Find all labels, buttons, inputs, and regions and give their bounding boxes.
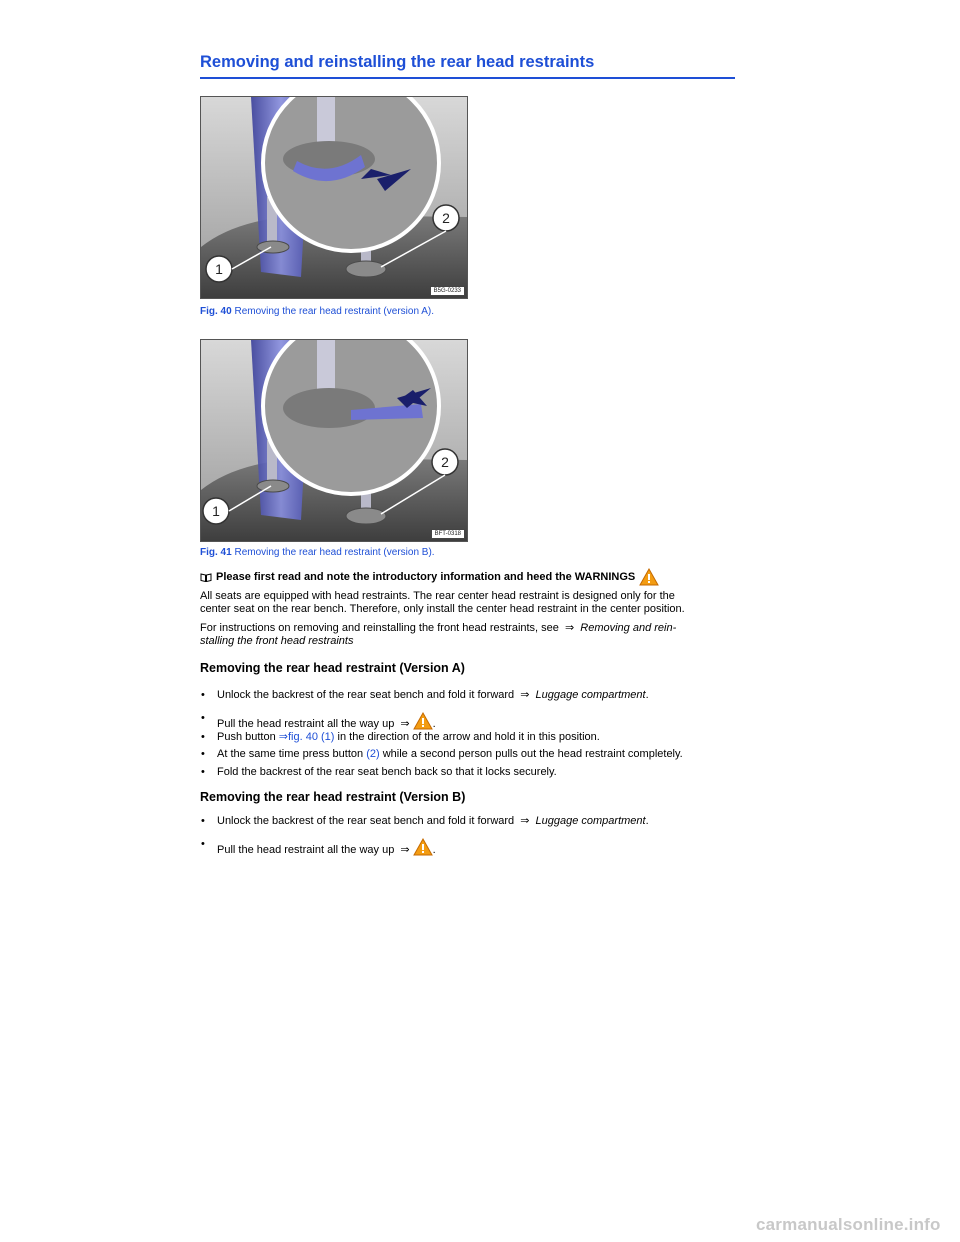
warning-icon[interactable] bbox=[413, 838, 433, 856]
bullet-text: Unlock the backrest of the rear seat bench and fold it forward bbox=[217, 689, 515, 701]
bullet-suffix: . bbox=[645, 815, 649, 827]
warning-icon[interactable] bbox=[639, 568, 659, 586]
paragraph-front-restraints bbox=[200, 622, 740, 648]
figure-41-caption bbox=[200, 547, 435, 558]
caption-label: Fig. 40 bbox=[200, 306, 232, 317]
intro-text: Please first read and note the introductory information and heed the WARNINGS bbox=[216, 570, 636, 583]
intro-line bbox=[200, 568, 740, 586]
bullet-suffix: while a second person pulls out the head restraint completely. bbox=[382, 748, 683, 760]
bullet-marker: • bbox=[201, 815, 205, 827]
bullet-marker: • bbox=[201, 712, 205, 724]
arrow-icon: ⇒ bbox=[520, 689, 530, 701]
callout-1: 1 bbox=[212, 503, 220, 519]
figure-40-image bbox=[200, 96, 468, 299]
bullet-suffix: . bbox=[645, 689, 649, 701]
figure-code: BFT-0318 bbox=[431, 529, 465, 539]
cross-reference-link[interactable]: Luggage compartment bbox=[535, 815, 646, 827]
bullet-text: Unlock the backrest of the rear seat bench and fold it forward bbox=[217, 815, 515, 827]
callout-1: 1 bbox=[215, 261, 223, 277]
bullet-text: Push button bbox=[217, 731, 276, 743]
bullet-marker: • bbox=[201, 766, 205, 778]
figure-reference-link[interactable]: fig. 40 (1) bbox=[288, 731, 335, 743]
callout-2: 2 bbox=[441, 454, 449, 470]
arrow-icon: ⇒ bbox=[278, 731, 288, 743]
bullet-marker: • bbox=[201, 748, 205, 760]
arrow-icon: ⇒ bbox=[520, 815, 530, 827]
bullet-text: Pull the head restraint all the way up bbox=[217, 718, 395, 730]
figure-41-image bbox=[200, 339, 468, 542]
bullet-suffix: . bbox=[432, 718, 436, 730]
bullet-text: At the same time press button bbox=[217, 748, 364, 760]
cross-reference-link-continued[interactable]: stalling the front head restraints bbox=[200, 635, 354, 647]
bullet-suffix: in the direction of the arrow and hold it in this position. bbox=[337, 731, 600, 743]
cross-reference-link[interactable]: Luggage compartment bbox=[535, 689, 646, 701]
caption-text: Removing the rear head restraint (version A). bbox=[234, 306, 435, 317]
page-title: Removing and reinstalling the rear head restraints bbox=[200, 53, 735, 79]
warning-icon[interactable] bbox=[413, 712, 433, 730]
section-heading-version-b: Removing the rear head restraint (Version B) bbox=[200, 790, 466, 804]
cross-reference-link[interactable]: Removing and rein- bbox=[580, 622, 677, 634]
paragraph-line: All seats are equipped with head restraints. The rear center head restraint is designed only for the bbox=[200, 590, 675, 602]
figure-40-caption bbox=[200, 306, 434, 317]
callout-reference-link[interactable]: (2) bbox=[366, 748, 380, 760]
arrow-icon: ⇒ bbox=[400, 718, 410, 730]
arrow-icon: ⇒ bbox=[400, 844, 410, 856]
bullet-suffix: . bbox=[432, 844, 436, 856]
figure-code: B5G-0233 bbox=[430, 286, 465, 296]
bullet-text: Fold the backrest of the rear seat bench back so that it locks securely. bbox=[217, 766, 557, 778]
bullet-text: Pull the head restraint all the way up bbox=[217, 844, 395, 856]
caption-label: Fig. 41 bbox=[200, 547, 232, 558]
paragraph-prefix: For instructions on removing and reinstalling the front head restraints, see bbox=[200, 622, 559, 634]
watermark: carmanualsonline.info bbox=[756, 1215, 941, 1234]
paragraph-seats bbox=[200, 590, 740, 616]
book-icon bbox=[200, 573, 212, 582]
section-heading-version-a: Removing the rear head restraint (Version A) bbox=[200, 661, 465, 675]
arrow-icon: ⇒ bbox=[564, 622, 575, 634]
bullet-marker: • bbox=[201, 689, 205, 701]
bullet-marker: • bbox=[201, 731, 205, 743]
caption-text: Removing the rear head restraint (version B). bbox=[234, 547, 435, 558]
bullet-marker: • bbox=[201, 838, 205, 850]
paragraph-line: center seat on the rear bench. Therefore, only install the center head restraint in the center position. bbox=[200, 603, 685, 615]
callout-2: 2 bbox=[442, 210, 450, 226]
